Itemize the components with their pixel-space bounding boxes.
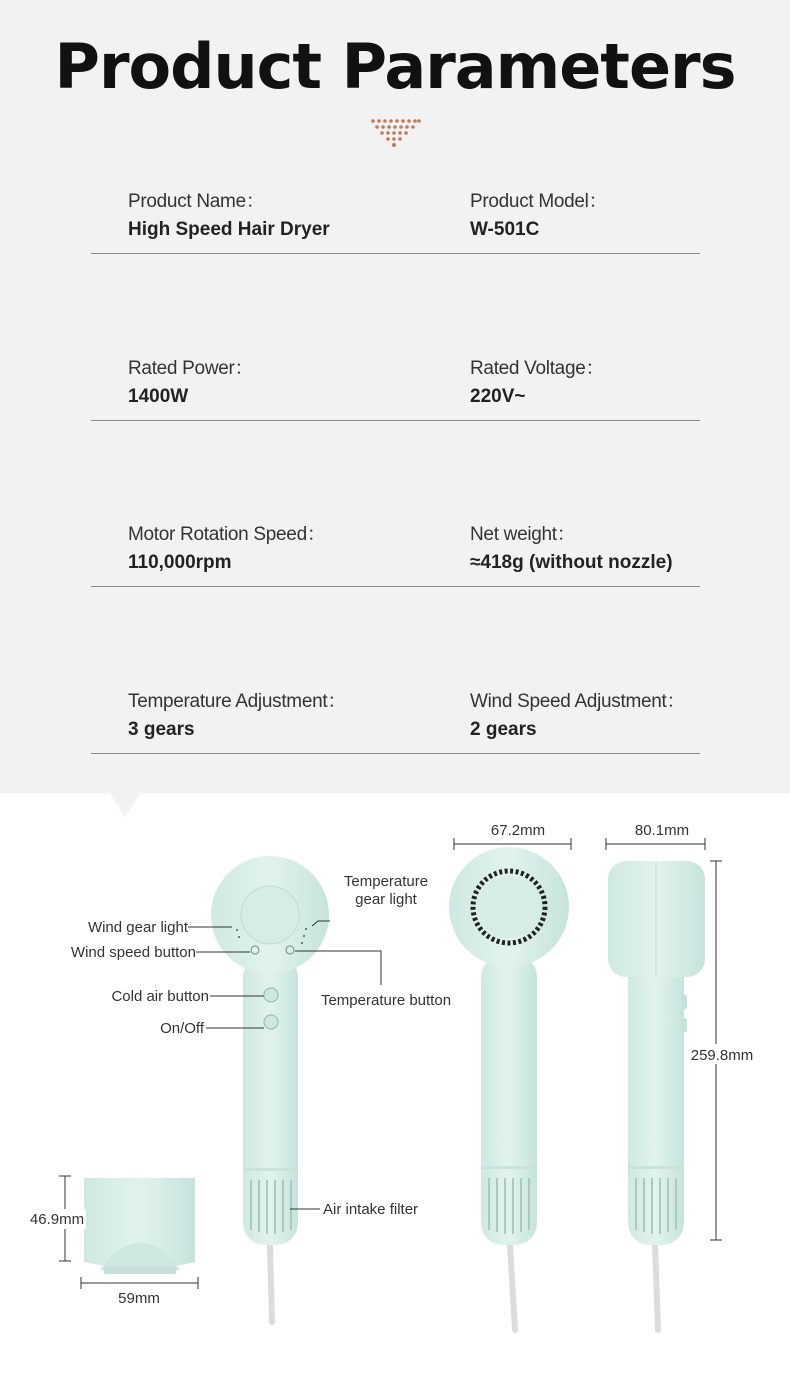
spec-label: Net weight： — [470, 524, 576, 545]
dimension-front-width: 67.2mm — [490, 822, 546, 839]
dimension-height: 259.8mm — [690, 1047, 754, 1064]
spec-value: 110,000rpm — [128, 552, 232, 573]
spec-value: 220V~ — [470, 386, 526, 407]
dryer-side-view — [608, 861, 705, 1330]
spec-motor-speed — [128, 519, 326, 574]
divider — [91, 753, 700, 754]
dimension-nozzle-height: 46.9mm — [29, 1211, 85, 1228]
dimension-side-width: 80.1mm — [634, 822, 690, 839]
spec-value: High Speed Hair Dryer — [128, 219, 330, 240]
spec-product-name — [128, 186, 330, 241]
spec-value: 1400W — [128, 386, 189, 407]
spec-value: 2 gears — [470, 719, 537, 740]
spec-rated-voltage — [470, 353, 604, 408]
label-on-off: On/Off — [160, 1020, 204, 1037]
label-air-intake-filter: Air intake filter — [323, 1201, 419, 1218]
spec-net-weight — [470, 519, 673, 574]
divider — [91, 586, 700, 587]
decorative-dots-icon — [370, 118, 422, 150]
spec-rated-power — [128, 353, 253, 408]
page-title: Product Parameters — [54, 30, 736, 103]
spec-wind-speed-adjustment — [470, 686, 685, 741]
spec-temperature-adjustment — [128, 686, 346, 741]
dryer-rear-view — [449, 847, 569, 1330]
divider — [91, 420, 700, 421]
spec-label: Wind Speed Adjustment： — [470, 691, 686, 712]
divider — [91, 253, 700, 254]
dryer-front-view — [211, 856, 329, 1322]
nozzle — [84, 1178, 195, 1274]
spec-value: ≈418g (without nozzle) — [470, 552, 673, 573]
label-temperature-gear-light-line2: gear light — [355, 891, 417, 908]
label-temperature-gear-light: Temperature — [343, 873, 429, 890]
spec-label: Product Name： — [128, 191, 265, 212]
label-wind-speed-button: Wind speed button — [70, 944, 196, 961]
spec-product-model — [470, 186, 607, 241]
spec-value: W-501C — [470, 219, 540, 240]
label-wind-gear-light: Wind gear light — [87, 919, 188, 936]
spec-label: Product Model： — [470, 191, 608, 212]
dimension-nozzle-width: 59mm — [118, 1290, 160, 1307]
spec-label: Rated Power： — [128, 358, 254, 379]
label-temperature-button: Temperature button — [320, 992, 452, 1009]
product-diagram — [0, 793, 790, 1395]
spec-value: 3 gears — [128, 719, 195, 740]
spec-label: Rated Voltage： — [470, 358, 605, 379]
spec-label: Temperature Adjustment： — [128, 691, 347, 712]
label-cold-air-button: Cold air button — [111, 988, 209, 1005]
spec-label: Motor Rotation Speed： — [128, 524, 326, 545]
